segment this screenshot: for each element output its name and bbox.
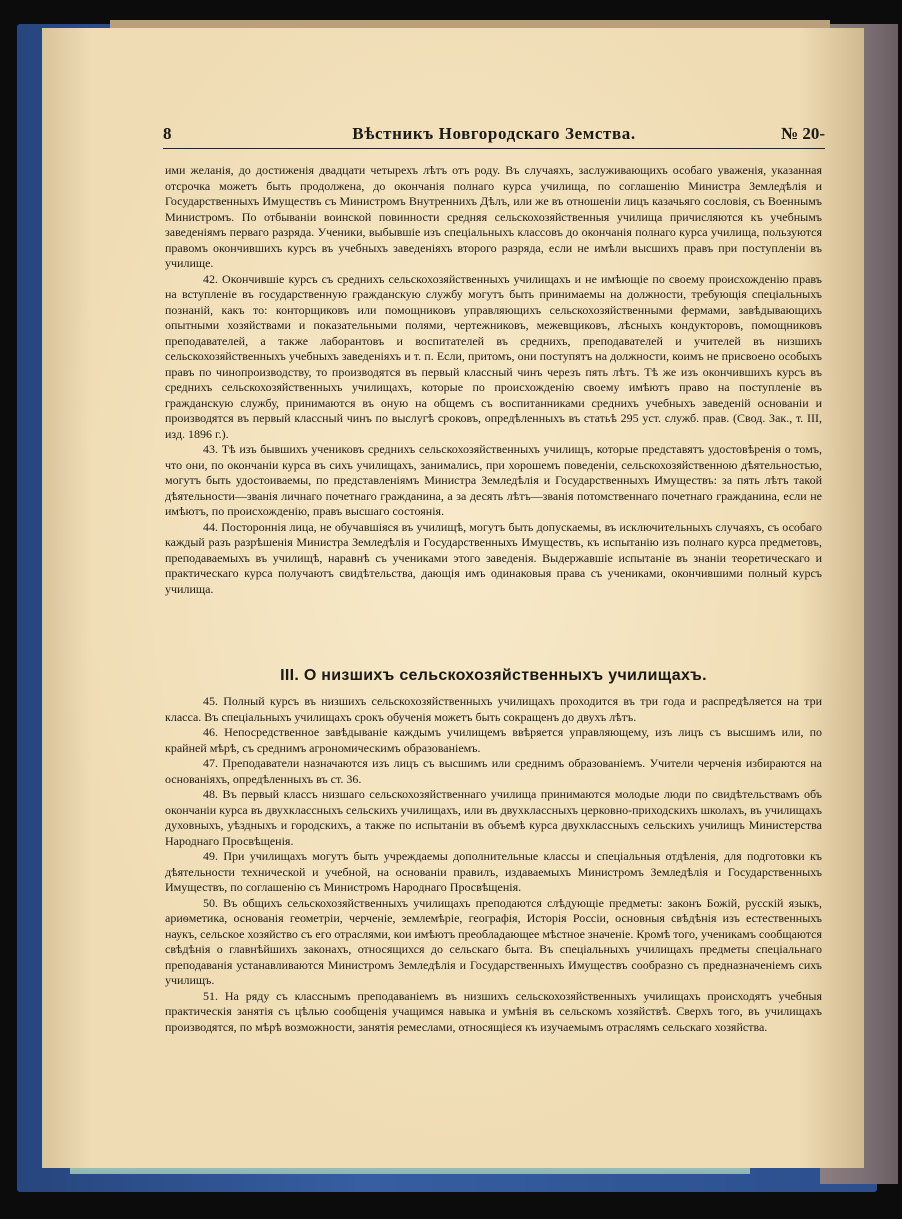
paragraph: 51. На ряду съ класснымъ преподаваніемъ въ низшихъ сельскохозяйственныхъ училищахъ происходятъ учебныя практическія занятія съ цѣлью сообщенія учащимся навыка и умѣнія въ сельскомъ хозяйствѣ. Сверхъ того, въ училищахъ производятся, по мѣрѣ возможности, занятія ремеслами, относящіеся къ изучаемымъ отраслямъ сельскаго хозяйства.	[165, 988, 822, 1034]
paragraph: 48. Въ первый классъ низшаго сельскохозяйственнаго училища принимаются молодые люди по свидѣтельствамъ объ окончаніи курса въ двухклассныхъ сельскихъ училищахъ, или въ двухклассныхъ церковно-приходскихъ школахъ, въ училищахъ духовныхъ, уѣздныхъ и городскихъ, а также по испытаніи въ объемѣ курса двухклассныхъ сельскихъ училищъ Министерства Народнаго Просвѣщенія.	[165, 787, 822, 848]
journal-title: Вѣстникъ Новгородскаго Земства.	[352, 124, 636, 143]
paragraph: ими желанія, до достиженія двадцати четырехъ лѣтъ отъ роду. Въ случаяхъ, заслуживающихъ особаго уваженія, указанная отсрочка можетъ быть продолжена, до окончанія полнаго курса училища, по соглашенію Министра Земледѣлія и Государственныхъ Имуществъ съ Министромъ Внутреннихъ Дѣлъ, или же въ отношеніи лицъ казачьяго сословія, съ Военнымъ Министромъ. По отбываніи воинской повинности средняя сельскохозяйственныя училища причисляются къ учебнымъ заведеніямъ перваго разряда. Ученики, выбывшіе изъ спеціальныхъ классовъ до окончанія полнаго курса училища, пользуются правомъ окончившихъ курсъ въ учебныхъ заведеніяхъ второго разряда, если не имѣли высшихъ правъ при поступленіи въ училище.	[165, 163, 822, 270]
paragraph: 50. Въ общихъ сельскохозяйственныхъ училищахъ преподаются слѣдующіе предметы: законъ Божій, русскій языкъ, ариѳметика, основанія геометріи, черченіе, землемѣріе, географія, Исторія Россіи, основныя свѣдѣнія изъ естественныхъ наукъ, сельское хозяйство съ его отраслями, кои имѣютъ преобладающее мѣстное значеніе. Кромѣ того, ученикамъ сообщаются свѣдѣнія о главнѣйшихъ законахъ, относящихся до сельскаго быта. Въ спеціальныхъ училищахъ предметы спеціальнаго преподаванія устанавливаются Министромъ Земледѣлія и Государственныхъ Имуществъ сообразно съ предназначеніемъ сихъ училищъ.	[165, 895, 822, 987]
paragraph: 43. Тѣ изъ бывшихъ учениковъ среднихъ сельскохозяйственныхъ училищъ, которые представятъ удостовѣренія о томъ, что они, по окончаніи курса въ сихъ училищахъ, занимались, при хорошемъ поведеніи, сельскохозяйственною дѣятельностью, могутъ быть удостоиваемы, по представленіямъ Министра Земледѣлія и Государственныхъ Имуществъ: за пять лѣтъ такой дѣятельности—званія личнаго почетнаго гражданина, а за десять лѣтъ—званія потомственнаго почетнаго гражданина, если не имѣютъ, по происхожденію, правъ высшаго состоянія.	[165, 442, 822, 518]
body-text-lower	[165, 694, 822, 1035]
paragraph: 47. Преподаватели назначаются изъ лицъ съ высшимъ или среднимъ образованіемъ. Учители черченія избираются на основаніяхъ, опредѣленныхъ въ ст. 36.	[165, 756, 822, 786]
body-text-upper	[165, 163, 822, 597]
section-heading: III. О низшихъ сельскохозяйственныхъ училищахъ.	[280, 667, 707, 684]
header-rule	[163, 148, 825, 149]
issue-number: № 20-	[781, 124, 825, 143]
paragraph: 45. Полный курсъ въ низшихъ сельскохозяйственныхъ училищахъ проходится въ три года и распредѣляется на три класса. Въ спеціальныхъ училищахъ срокъ обученія можетъ быть сокращенъ до двухъ лѣтъ.	[165, 694, 822, 724]
paragraph: 49. При училищахъ могутъ быть учреждаемы дополнительные классы и спеціальныя отдѣленія, для подготовки къ дѣятельности технической и учебной, на основаніи правилъ, издаваемыхъ Министромъ Земледѣлія и Государственныхъ Имуществъ, по соглашенію съ Министромъ Народнаго Просвѣщенія.	[165, 849, 822, 894]
page-number: 8	[163, 124, 172, 143]
paragraph: 46. Непосредственное завѣдываніе каждымъ училищемъ ввѣряется управляющему, изъ лицъ съ высшимъ или, по крайней мѣрѣ, съ среднимъ агрономическимъ образованіемъ.	[165, 725, 822, 755]
paragraph: 44. Постороннія лица, не обучавшіяся въ училищѣ, могутъ быть допускаемы, въ исключительныхъ случаяхъ, съ особаго каждый разъ разрѣшенія Министра Земледѣлія и Государственныхъ Имуществъ, къ испытанію изъ полнаго курса предметовъ, преподаваемыхъ въ училищѣ, наравнѣ съ учениками этого заведенія. Выдержавшіе испытаніе въ знаніи теоретическаго и практическаго курса получаютъ свидѣтельства, дающія имъ одинаковыя права съ учениками, окончившими полный курсъ училища.	[165, 519, 822, 596]
running-header	[163, 124, 825, 148]
paragraph: 42. Окончившіе курсъ съ среднихъ сельскохозяйственныхъ училищахъ и не имѣющіе по своему происхожденію правъ на вступленіе въ государственную гражданскую службу могутъ быть принимаемы на должности, требующія спеціальныхъ познаній, какъ то: конторщиковъ или помощниковъ управляющихъ сельскохозяйственными фермами, завѣдывающихъ опытными хозяйствами и показательными полями, чертежниковъ, межевщиковъ, лѣсныхъ кондукторовъ, помощниковъ преподавателей, а также лаборантовъ и воспитателей въ среднихъ, преподавателей и учителей въ низшихъ сельскохозяйственныхъ учебныхъ заведеніяхъ и т. п. Если, притомъ, они поступятъ на должности, коимъ не присвоено особыхъ правъ по чинопроизводству, то производятся въ первый классный чинъ черезъ пять лѣтъ. Тѣ же изъ окончившихъ курсъ въ среднихъ сельскохозяйственныхъ училищахъ, которые по происхожденію своему имѣютъ право на поступленіе въ гражданскую службу, принимаются въ оную на общемъ съ воспитанниками среднихъ учебныхъ заведеній основаніи и производятся въ первый классный чинъ по выслугѣ сроковъ, опредѣленныхъ въ статьѣ 295 уст. служб. прав. (Свод. Зак., т. III, изд. 1896 г.).	[165, 271, 822, 441]
